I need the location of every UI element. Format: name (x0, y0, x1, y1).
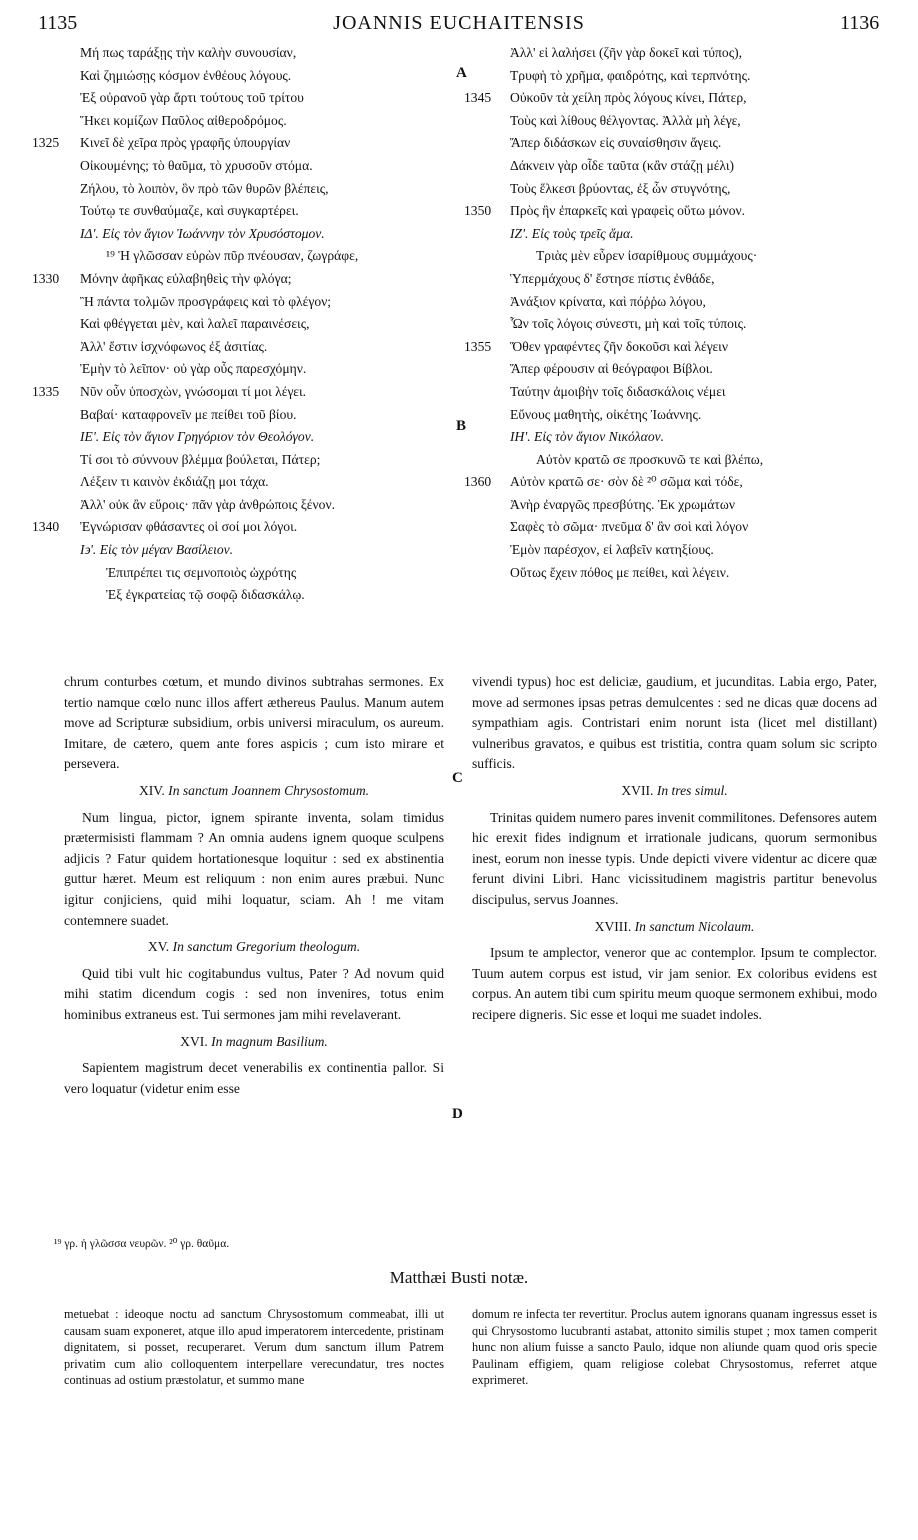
verse-line (32, 268, 450, 291)
margin-letter-a: A (456, 65, 467, 81)
verse-line (40, 87, 450, 110)
verse-text: Ἐμὴν τὸ λεῖπον· οὐ γὰρ οὖς παρεσχόμην. (80, 361, 307, 377)
notes-title: Matthæi Busti notæ. (389, 1268, 529, 1287)
verse-text: Ἀλλ' εἰ λαλήσει (ζῆν γὰρ δοκεῖ καὶ τύπος), (510, 45, 743, 60)
verse-line (470, 516, 890, 539)
verse-text: Ὧν τοῖς λόγοις σύνεστι, μὴ καὶ τοῖς τύποις. (510, 316, 747, 332)
section-heading (472, 917, 877, 938)
line-number: 1345 (464, 90, 492, 106)
section-number: XVIII. (594, 918, 632, 934)
verse-text: Ὑπερμάχους δ' ἔστησε πίστις ἐνθάδε, (510, 270, 715, 286)
verse-text: ¹⁹ Ἡ γλῶσσαν εὑρὼν πῦρ πνέουσαν, ζωγράφε, (106, 248, 359, 264)
verse-line (470, 245, 890, 268)
latin-paragraph: chrum conturbes cœtum, et mundo divinos subtrahas sermones. Ex tertio namque cœlo nunc illos affert æthereus Paulus. Manum autem move ad Scripturæ subsidium, orbis universi miraculum, os aureum. Imitare, de cætero, quem ante fores aspicis ; cum isto mirare et persevera. (64, 674, 444, 772)
verse-line (40, 404, 450, 427)
latin-paragraph: Sapientem magistrum decet venerabilis ex continentia pallor. Si vero loquatur (videtur enim esse (64, 1060, 444, 1096)
latin-column-right (472, 672, 877, 1026)
verse-line (40, 65, 450, 88)
verse-text: Νῦν οὖν ὑποσχὼν, γνώσομαι τί μοι λέγει. (80, 383, 306, 399)
verse-line (470, 268, 890, 291)
verse-line (470, 404, 890, 427)
verse-text: Τούτῳ τε συνθαύμαζε, καὶ συγκαρτέρει. (80, 203, 299, 219)
verse-text: Τοὺς καὶ λίθους θέλγοντας. Ἀλλὰ μὴ λέγε, (510, 112, 741, 128)
latin-paragraph: Trinitas quidem numero pares invenit commilitones. Defensores autem hic erexit fides indignum et irrationale judicans, quorum sermonibus inest, eorum non inesse typis. Unde depicti vivere videntur ac dicere quæ ferunt divini Libri. Hanc vicissitudinem magistris partitur benevolus discipulus, servus Joannes. (472, 809, 877, 907)
verse-text: Καὶ ζημιώσῃς κόσμον ἐνθέους λόγους. (80, 67, 292, 83)
verse-line (470, 494, 890, 517)
verse-line (40, 358, 450, 381)
verse-heading (470, 426, 890, 449)
verse-line (40, 471, 450, 494)
verse-heading-text: ΙΖ'. Εἰς τοὺς τρεῖς ἅμα. (510, 225, 634, 241)
verse-text: Αὐτὸν κρατῶ σε· σὸν δὲ ²⁰ σῶμα καὶ τόδε, (510, 474, 743, 490)
greek-column-right (464, 42, 890, 584)
footnotes: ¹⁹ γρ. ἡ γλῶσσα νευρῶν. ²⁰ γρ. θαῦμα. (54, 1238, 230, 1250)
verse-line (40, 155, 450, 178)
latin-paragraph: Num lingua, pictor, ignem spirante inventa, solam timidus prætermisisti flammam ? An omnia audens ignem quoque sculpens adjicis ? Fatur quidem hortationesque loquitur : sed ex abstinentia guttur hæret. Meum est reliquum : non enim aures præbui. Nunc igitur conjiciens, quid mihi loquatur, sciam. Ah ! me vitam contemnere suadet. (64, 809, 444, 928)
verse-text: Ἐξ ἐγκρατείας τῷ σοφῷ διδασκάλῳ. (106, 587, 305, 603)
section-title: In sanctum Gregorium theologum. (172, 939, 361, 955)
verse-heading (40, 539, 450, 562)
verse-line (32, 516, 450, 539)
line-number: 1360 (464, 474, 492, 490)
verse-line (470, 381, 890, 404)
running-title: JOANNIS EUCHAITENSIS (333, 12, 585, 34)
verse-line (40, 313, 450, 336)
verse-text: Ζήλου, τὸ λοιπὸν, ὃν πρὸ τῶν θυρῶν βλέπεις, (80, 180, 329, 196)
verse-line (32, 132, 450, 155)
section-heading (64, 781, 444, 802)
running-head (0, 12, 918, 40)
line-number: 1325 (32, 135, 60, 151)
section-title: In magnum Basilium. (211, 1033, 328, 1049)
section-title: In sanctum Joannem Chrysostomum. (168, 782, 370, 798)
verse-text: Οὕτως ἔχειν πόθος με πείθει, καὶ λέγειν. (510, 564, 730, 580)
section-heading (64, 1032, 444, 1053)
verse-text: Βαβαί· καταφρονεῖν με πείθει τοῦ βίου. (80, 406, 297, 422)
verse-line (464, 336, 890, 359)
verse-heading-text: ΙΗ'. Εἰς τὸν ἅγιον Νικόλαον. (510, 429, 665, 445)
verse-text: Οἰκουμένης; τὸ θαῦμα, τὸ χρυσοῦν στόμα. (80, 157, 313, 173)
verse-line (470, 539, 890, 562)
verse-line (40, 562, 450, 585)
verse-text: Ἐξ οὐρανοῦ γὰρ ἄρτι τούτους τοῦ τρίτου (80, 90, 304, 106)
verse-text: Δάκνειν γὰρ οἶδε ταῦτα (κἂν στάζῃ μέλι) (510, 157, 735, 173)
line-number: 1340 (32, 519, 60, 535)
verse-text: Ἅπερ διδάσκων εἰς συναίσθησιν ἄγεις. (510, 135, 722, 151)
verse-text: Ἢ πάντα τολμῶν προσγράφεις καὶ τὸ φλέγον; (80, 293, 332, 309)
margin-letter-b: B (456, 418, 467, 434)
verse-text: Ἥκει κομίζων Παῦλος αἰθεροδρόμος. (80, 112, 287, 128)
verse-text: Οὐκοῦν τὰ χείλη πρὸς λόγους κίνει, Πάτερ, (510, 90, 747, 106)
notes-column-right: domum re infecta ter revertitur. Proclus autem ignorans quanam ingressus esset is qui Chrysostomo lucubranti astabat, attonito similis stupet ; mox tamen comperit hunc non alium fuisse a sancto Paulo, idque non aliunde quam quod oris specie Paulinam effigiem, quam religiose colebat Chrysostomus, referret atque exprimeret. (472, 1307, 877, 1388)
verse-line (40, 494, 450, 517)
latin-paragraph: Quid tibi vult hic cogitabundus vultus, Pater ? Ad novum quid mihi statim dicendum cogis : sed non invenires, totus enim hominibus extraneus est. Tui sermones jam mihi revelaverant. (64, 965, 444, 1022)
latin-paragraph: Ipsum te amplector, veneror que ac contemplor. Ipsum te complector. Tuum autem corpus est istud, vir jam senior. Ex coloribus evidens est corpus. An autem tibi cum spiritu meum quoque sermonem exhibui, modo recipere digneris. Sic esse et loqui me suadet indoles. (472, 945, 877, 1022)
verse-text: Ἀλλ' οὐκ ἂν εὕροις· πᾶν γὰρ ἀνθρώποις ξένον. (80, 496, 335, 512)
verse-text: Ἀνάξιον κρίνατα, καὶ πόῤῥω λόγου, (510, 293, 706, 309)
verse-heading-text: ΙΔ'. Εἰς τὸν ἅγιον Ἰωάννην τὸν Χρυσόστομον. (80, 225, 325, 241)
verse-text: Ἅπερ φέρουσιν αἱ θεόγραφοι Βίβλοι. (510, 361, 713, 377)
verse-text: Τί σοι τὸ σύννουν βλέμμα βούλεται, Πάτερ; (80, 451, 321, 467)
verse-line (464, 200, 890, 223)
verse-line (464, 471, 890, 494)
verse-line (40, 449, 450, 472)
verse-heading-text: Ι϶'. Εἰς τὸν μέγαν Βασίλειον. (80, 542, 234, 558)
verse-line (470, 178, 890, 201)
verse-line (470, 291, 890, 314)
verse-text: Τριὰς μὲν εὗρεν ἰσαρίθμους συμμάχους· (536, 248, 758, 264)
verse-heading (40, 223, 450, 246)
verse-text: Τρυφὴ τὸ χρῆμα, φαιδρότης, καὶ τερπνότης. (510, 67, 751, 83)
verse-line (40, 42, 450, 65)
verse-heading (40, 426, 450, 449)
line-number: 1335 (32, 383, 60, 399)
section-title: In sanctum Nicolaum. (634, 918, 755, 934)
margin-letter-c: C (452, 770, 463, 786)
verse-line (470, 358, 890, 381)
section-number: XIV. (138, 782, 165, 798)
verse-text: Μόνην ἀφῆκας εὐλαβηθεὶς τὴν φλόγα; (80, 270, 292, 286)
verse-text: Τοὺς ἕλκεσι βρύοντας, ἐξ ὧν στυγνότης, (510, 180, 731, 196)
verse-line (470, 110, 890, 133)
verse-heading (470, 223, 890, 246)
verse-text: Ὅθεν γραφέντες ζῆν δοκοῦσι καὶ λέγειν (510, 338, 728, 354)
verse-line (40, 245, 450, 268)
verse-text: Λέξειν τι καινὸν ἐκδιάζῃ μοι τάχα. (80, 474, 269, 490)
verse-line (40, 110, 450, 133)
verse-text: Ἀλλ' ἔστιν ἰσχνόφωνος ἐξ ἀσιτίας. (80, 338, 268, 354)
line-number: 1330 (32, 270, 60, 286)
verse-text: Ἐγνώρισαν φθάσαντες οἱ σοί μοι λόγοι. (80, 519, 298, 535)
section-title: In tres simul. (656, 782, 728, 798)
page-number-left: 1135 (38, 12, 78, 34)
verse-text: Καὶ φθέγγεται μὲν, καὶ λαλεῖ παραινέσεις, (80, 316, 310, 332)
verse-line (40, 584, 450, 607)
greek-column-left (32, 42, 450, 607)
verse-text: Ἐμὸν παρέσχον, εἰ λαβεῖν κατηξίους. (510, 542, 714, 558)
section-heading (472, 781, 877, 802)
verse-line (464, 87, 890, 110)
verse-line (40, 200, 450, 223)
line-number: 1350 (464, 203, 492, 219)
verse-line (470, 132, 890, 155)
notes-column-left: metuebat : ideoque noctu ad sanctum Chrysostomum commeabat, illi ut causam suam exponeret, atque illo apud imperatorem intercedente, pristinam dignitatem, si posset, recuperaret. Verum dum sanctum illum Patrem privatim cum alio colloquentem interpellare verecundatur, tres noctes continuas ad ostium præstolatur, et summo mane (64, 1307, 444, 1388)
verse-line (470, 449, 890, 472)
verse-text: Μή πως ταράξῃς τὴν καλὴν συνουσίαν, (80, 45, 297, 60)
verse-line (470, 65, 890, 88)
verse-text: Ἀνὴρ ἐναργῶς πρεσβύτης. Ἐκ χρωμάτων (510, 496, 735, 512)
verse-text: Εὔνους μαθητὴς, οἰκέτης Ἰωάννης. (510, 406, 702, 422)
verse-line (40, 336, 450, 359)
section-number: XVII. (621, 782, 654, 798)
line-number: 1355 (464, 338, 492, 354)
verse-text: Σαφὲς τὸ σῶμα· πνεῦμα δ' ἂν σοὶ καὶ λόγον (510, 519, 749, 535)
verse-line (470, 562, 890, 585)
verse-line (470, 42, 890, 65)
margin-letter-d: D (452, 1106, 463, 1122)
verse-text: Πρὸς ἣν ἐπαρκεῖς καὶ γραφεὶς οὕτω μόνον. (510, 203, 746, 219)
verse-line (40, 178, 450, 201)
verse-text: Ἐπιπρέπει τις σεμνοποιὸς ὠχρότης (106, 564, 297, 580)
section-number: XVI. (180, 1033, 208, 1049)
page-number-right: 1136 (840, 12, 880, 34)
latin-paragraph: vivendi typus) hoc est deliciæ, gaudium, et jucunditas. Labia ergo, Pater, move ad sermones ipsas petras demulcentes : sed ne dicas quæ docens ad sympathiam agis. Contristari enim norunt ista (licet mel distillant) vulneribus gravatos, e quibus est tristitia, contra quam solum sic scripto sufficis. (472, 674, 877, 772)
section-number: XV. (147, 939, 170, 955)
verse-line (32, 381, 450, 404)
verse-text: Αὐτὸν κρατῶ σε προσκυνῶ τε καὶ βλέπω, (536, 451, 764, 467)
section-heading (64, 937, 444, 958)
verse-line (470, 155, 890, 178)
verse-line (40, 291, 450, 314)
verse-text: Κινεῖ δὲ χεῖρα πρὸς γραφῆς ὑπουργίαν (80, 135, 291, 151)
verse-line (470, 313, 890, 336)
latin-column-left (64, 672, 444, 1099)
verse-text: Ταύτην ἀμοιβὴν τοῖς διδασκάλοις νέμει (510, 383, 726, 399)
verse-heading-text: ΙΕ'. Εἰς τὸν ἅγιον Γρηγόριον τὸν Θεολόγον. (80, 429, 315, 445)
